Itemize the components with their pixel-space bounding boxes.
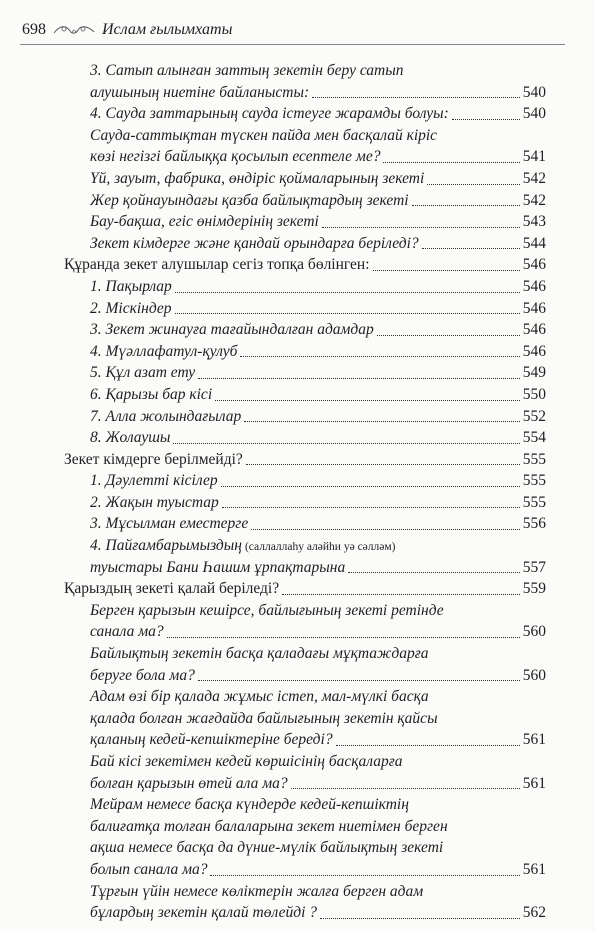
toc-entry — [64, 751, 546, 773]
toc-page-number: 546 — [522, 256, 546, 274]
toc-entry-text: туыстары Бани Һашим ұрпақтарына — [90, 558, 346, 576]
toc-entry-text: Бау-бақша, егіс өнімдерінің зекеті — [90, 213, 319, 231]
toc-page-number: 550 — [522, 385, 546, 403]
toc-entry-text: Мейрам немесе басқа күндерде кедей-кепшіктің — [90, 796, 409, 814]
toc-page-number: 555 — [522, 450, 546, 468]
toc-entry-text: болып санала ма? — [90, 860, 208, 878]
leader-dots — [373, 269, 520, 271]
toc-entry — [64, 211, 546, 233]
toc-entry — [64, 881, 546, 903]
toc-entry-text: бұлардың зекетін қалай төлейді ? — [90, 904, 318, 922]
toc-page-number: 554 — [522, 429, 546, 447]
toc-entry — [64, 276, 546, 298]
toc-entry — [64, 298, 546, 320]
toc-entry — [64, 233, 546, 255]
toc-entry — [64, 492, 546, 514]
toc-entry-text: 1. Дәулетті кісілер — [90, 472, 218, 490]
toc-entry-text: 3. Зекет жинауға тағайындалған адамдар — [90, 321, 374, 339]
toc-entry-text: алушының ниетіне байланысты: — [90, 83, 310, 101]
toc-page-number: 560 — [522, 666, 546, 684]
toc-entry — [64, 773, 546, 795]
toc-entry-text: 6. Қарызы бар кісі — [90, 385, 213, 403]
header-rule — [20, 44, 565, 45]
toc-entry — [64, 902, 546, 924]
toc-entry — [64, 60, 546, 82]
table-of-contents — [64, 60, 546, 924]
toc-entry-note: (саллаллаһу аләйһи уә сәлләм) — [244, 541, 396, 554]
toc-page-number: 546 — [522, 299, 546, 317]
toc-page-number: 557 — [522, 558, 546, 576]
leader-dots — [282, 593, 520, 595]
toc-page-number: 559 — [522, 580, 546, 598]
toc-section-heading — [64, 254, 546, 276]
toc-page-number: 560 — [522, 623, 546, 641]
toc-entry-text: 4. Мүәллафатул-қулуб — [90, 342, 238, 360]
toc-entry-text: беруге бола ма? — [90, 666, 195, 684]
leader-dots — [221, 485, 520, 487]
leader-dots — [452, 118, 520, 120]
toc-entry-text: Қарыздың зекеті қалай беріледі? — [64, 580, 280, 598]
toc-entry-text: 4. Пайғамбарымыздың — [90, 537, 242, 555]
leader-dots — [175, 312, 520, 314]
leader-dots — [383, 161, 519, 163]
toc-entry — [64, 103, 546, 125]
leader-dots — [412, 204, 520, 206]
toc-page-number: 546 — [522, 342, 546, 360]
toc-entry-text: санала ма? — [90, 623, 164, 641]
leader-dots — [222, 506, 520, 508]
toc-entry — [64, 643, 546, 665]
toc-entry-text: Зекет кімдерге берілмейді? — [64, 450, 243, 468]
toc-page-number: 543 — [522, 213, 546, 231]
toc-entry — [64, 837, 546, 859]
toc-page-number: 561 — [522, 774, 546, 792]
toc-entry-text: 3. Сатып алынған заттың зекетін беру сатып — [90, 62, 404, 79]
toc-entry-text: 3. Мұсылман еместерге — [90, 515, 249, 533]
leader-dots — [173, 442, 519, 444]
leader-dots — [215, 399, 520, 401]
page-number: 698 — [22, 21, 46, 38]
toc-page-number: 552 — [522, 407, 546, 425]
series-title: Ислам ғылымхаты — [102, 21, 233, 38]
toc-page-number: 542 — [522, 169, 546, 187]
toc-entry — [64, 535, 546, 557]
leader-dots — [336, 744, 520, 746]
toc-entry — [64, 146, 546, 168]
toc-section-heading — [64, 578, 546, 600]
toc-entry-text: 8. Жолаушы — [90, 429, 171, 447]
toc-section-heading — [64, 449, 546, 471]
leader-dots — [377, 334, 520, 336]
running-header — [22, 20, 232, 40]
toc-entry — [64, 125, 546, 147]
toc-entry-text: болған қарызын өтей ала ма? — [90, 774, 288, 792]
toc-page-number: 540 — [522, 83, 546, 101]
toc-entry-text: көзі негізгі байлыққа қосылып есептеле ме? — [90, 148, 381, 166]
toc-entry — [64, 427, 546, 449]
toc-page-number: 555 — [522, 472, 546, 490]
toc-page-number: 555 — [522, 493, 546, 511]
toc-entry-text: Жер қойнауындағы қазба байлықтардың зекеті — [90, 191, 409, 209]
toc-entry — [64, 621, 546, 643]
toc-entry — [64, 794, 546, 816]
toc-entry-text: 2. Жақын туыстар — [90, 493, 219, 511]
toc-entry-text: 4. Сауда заттарының сауда істеуге жарамды болуы: — [90, 105, 449, 123]
toc-page-number: 561 — [522, 731, 546, 749]
toc-entry — [64, 470, 546, 492]
toc-entry — [64, 168, 546, 190]
toc-entry-text: Адам өзі бір қалада жұмыс істеп, мал-мүлкі басқа — [90, 688, 429, 706]
leader-dots — [167, 636, 520, 638]
leader-dots — [198, 679, 520, 681]
toc-entry — [64, 319, 546, 341]
toc-entry-text: Тұрғын үйін немесе көліктерін жалға берген адам — [90, 882, 424, 900]
toc-entry — [64, 362, 546, 384]
leader-dots — [240, 355, 519, 357]
toc-entry-text: 7. Алла жолындағылар — [90, 407, 242, 425]
toc-entry — [64, 859, 546, 881]
toc-entry — [64, 341, 546, 363]
toc-entry-text: Берген қарызын кешірсе, байлығының зекеті ретінде — [90, 601, 444, 619]
toc-page-number: 549 — [522, 364, 546, 382]
leader-dots — [322, 226, 520, 228]
toc-entry — [64, 686, 546, 708]
floral-ornament-icon — [52, 21, 96, 39]
toc-entry-text: Үй, зауыт, фабрика, өндіріс қоймаларының зекеті — [90, 169, 425, 187]
toc-page-number: 544 — [522, 234, 546, 252]
toc-page-number: 540 — [522, 105, 546, 123]
leader-dots — [210, 874, 519, 876]
toc-entry-text: 1. Пақырлар — [90, 277, 172, 295]
toc-entry — [64, 665, 546, 687]
toc-entry-text: Байлықтың зекетін басқа қаладағы мұқтаждарға — [90, 645, 429, 663]
leader-dots — [246, 463, 520, 465]
leader-dots — [427, 183, 519, 185]
leader-dots — [198, 377, 520, 379]
toc-entry — [64, 82, 546, 104]
toc-page-number: 541 — [522, 148, 546, 166]
toc-entry-text: 5. Құл азат ету — [90, 364, 196, 382]
toc-entry-text: қалада болған жағдайда байлығының зекетін қайсы — [90, 709, 438, 727]
leader-dots — [244, 420, 520, 422]
toc-page-number: 546 — [522, 321, 546, 339]
toc-entry-text: 2. Міскіндер — [90, 299, 172, 317]
leader-dots — [422, 247, 520, 249]
toc-entry — [64, 600, 546, 622]
toc-entry-text: ақша немесе басқа да дүние-мүлік байлықтың зекеті — [90, 839, 444, 857]
leader-dots — [175, 291, 520, 293]
toc-page-number: 561 — [522, 860, 546, 878]
leader-dots — [312, 96, 520, 98]
toc-entry — [64, 708, 546, 730]
toc-entry-text: Зекет кімдерге және қандай орындарға беріледі? — [90, 234, 419, 252]
leader-dots — [320, 917, 520, 919]
toc-entry-text: Бай кісі зекетімен кедей көршісінің басқаларға — [90, 753, 403, 770]
leader-dots — [348, 571, 520, 573]
toc-entry-text: Сауда-саттықтан түскен пайда мен басқалай кіріс — [90, 126, 438, 144]
leader-dots — [291, 787, 520, 789]
toc-entry — [64, 513, 546, 535]
toc-entry-text: қаланың кедей-кепшіктеріне береді? — [90, 731, 333, 749]
toc-entry — [64, 190, 546, 212]
leader-dots — [251, 528, 520, 530]
toc-entry — [64, 384, 546, 406]
toc-entry-text: Құранда зекет алушылар сегіз топқа бөлінген: — [64, 256, 370, 274]
toc-entry-text: балиғатқа толған балаларына зекет ниетімен берген — [90, 817, 448, 835]
toc-page-number: 556 — [522, 515, 546, 533]
toc-entry — [64, 729, 546, 751]
toc-entry — [64, 816, 546, 838]
toc-page-number: 546 — [522, 277, 546, 295]
toc-page-number: 562 — [522, 904, 546, 922]
toc-entry — [64, 406, 546, 428]
toc-page-number: 542 — [522, 191, 546, 209]
toc-entry — [64, 557, 546, 579]
